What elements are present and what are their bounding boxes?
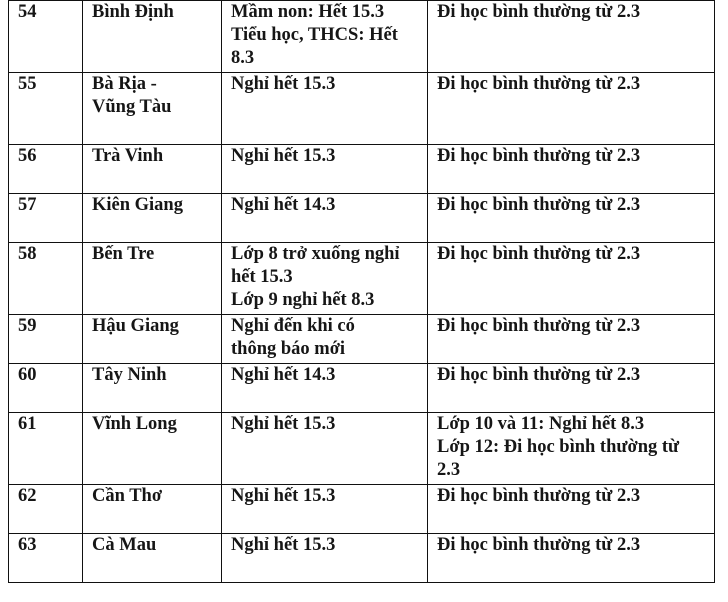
row-number: 54 bbox=[18, 2, 37, 22]
table-row bbox=[9, 73, 715, 145]
province-cell bbox=[83, 364, 222, 413]
upper-school-cell bbox=[428, 1, 715, 73]
lower-school-cell bbox=[222, 534, 428, 583]
province-name: Vĩnh Long bbox=[92, 414, 177, 434]
table-row bbox=[9, 534, 715, 583]
lower-school-text: Mầm non: Hết 15.3 bbox=[231, 2, 385, 22]
school-closure-table bbox=[8, 0, 715, 583]
row-number-cell bbox=[9, 73, 83, 145]
row-number-cell bbox=[9, 534, 83, 583]
row-number: 59 bbox=[18, 316, 37, 336]
lower-school-cell bbox=[222, 145, 428, 194]
table-row bbox=[9, 413, 715, 485]
province-name: Bình Định bbox=[92, 2, 174, 22]
row-number-cell bbox=[9, 145, 83, 194]
row-number-cell bbox=[9, 364, 83, 413]
province-cell bbox=[83, 534, 222, 583]
lower-school-text: Nghỉ hết 14.3 bbox=[231, 195, 336, 215]
province-name: Bến Tre bbox=[92, 244, 155, 264]
table-row bbox=[9, 1, 715, 73]
upper-school-cell bbox=[428, 73, 715, 145]
province-name: Trà Vinh bbox=[92, 146, 164, 166]
lower-school-cell bbox=[222, 73, 428, 145]
lower-school-text: thông báo mới bbox=[231, 339, 346, 359]
lower-school-text: Nghỉ hết 15.3 bbox=[231, 486, 336, 506]
lower-school-text: hết 15.3 bbox=[231, 267, 293, 287]
province-name: Tây Ninh bbox=[92, 365, 167, 385]
row-number-cell bbox=[9, 315, 83, 364]
lower-school-text: Nghỉ hết 15.3 bbox=[231, 74, 336, 94]
row-number: 61 bbox=[18, 414, 37, 434]
province-cell bbox=[83, 315, 222, 364]
table-row bbox=[9, 364, 715, 413]
upper-school-cell bbox=[428, 364, 715, 413]
lower-school-text: Nghỉ hết 15.3 bbox=[231, 146, 336, 166]
upper-school-text: Đi học bình thường từ 2.3 bbox=[437, 146, 641, 166]
lower-school-cell bbox=[222, 243, 428, 315]
upper-school-cell bbox=[428, 413, 715, 485]
province-cell bbox=[83, 145, 222, 194]
province-name: Cà Mau bbox=[92, 535, 157, 555]
lower-school-cell bbox=[222, 315, 428, 364]
table-row bbox=[9, 194, 715, 243]
row-number: 58 bbox=[18, 244, 37, 264]
upper-school-text: Đi học bình thường từ 2.3 bbox=[437, 2, 641, 22]
table-row bbox=[9, 243, 715, 315]
lower-school-text: Tiểu học, THCS: Hết bbox=[231, 25, 398, 45]
lower-school-text: Lớp 8 trở xuống nghỉ bbox=[231, 244, 400, 264]
upper-school-text: Đi học bình thường từ 2.3 bbox=[437, 74, 641, 94]
upper-school-text: Lớp 12: Đi học bình thường từ bbox=[437, 437, 680, 457]
province-cell bbox=[83, 1, 222, 73]
row-number: 56 bbox=[18, 146, 37, 166]
upper-school-cell bbox=[428, 315, 715, 364]
upper-school-text: 2.3 bbox=[437, 460, 461, 480]
row-number-cell bbox=[9, 243, 83, 315]
lower-school-cell bbox=[222, 485, 428, 534]
province-cell bbox=[83, 73, 222, 145]
lower-school-cell bbox=[222, 194, 428, 243]
province-cell bbox=[83, 485, 222, 534]
upper-school-cell bbox=[428, 145, 715, 194]
row-number: 63 bbox=[18, 535, 37, 555]
upper-school-cell bbox=[428, 243, 715, 315]
row-number: 62 bbox=[18, 486, 37, 506]
lower-school-cell bbox=[222, 364, 428, 413]
table-row bbox=[9, 315, 715, 364]
upper-school-text: Lớp 10 và 11: Nghỉ hết 8.3 bbox=[437, 414, 645, 434]
upper-school-text: Đi học bình thường từ 2.3 bbox=[437, 365, 641, 385]
upper-school-text: Đi học bình thường từ 2.3 bbox=[437, 244, 641, 264]
province-cell bbox=[83, 243, 222, 315]
lower-school-text: Nghỉ đến khi có bbox=[231, 316, 355, 336]
province-name: Hậu Giang bbox=[92, 316, 179, 336]
lower-school-text: Nghỉ hết 15.3 bbox=[231, 414, 336, 434]
province-cell bbox=[83, 413, 222, 485]
lower-school-cell bbox=[222, 1, 428, 73]
upper-school-cell bbox=[428, 485, 715, 534]
row-number: 60 bbox=[18, 365, 37, 385]
row-number: 55 bbox=[18, 74, 37, 94]
school-closure-table-image bbox=[8, 0, 715, 583]
lower-school-text: 8.3 bbox=[231, 48, 255, 68]
province-name: Vũng Tàu bbox=[92, 97, 172, 117]
lower-school-cell bbox=[222, 413, 428, 485]
upper-school-text: Đi học bình thường từ 2.3 bbox=[437, 535, 641, 555]
lower-school-text: Nghỉ hết 15.3 bbox=[231, 535, 336, 555]
upper-school-cell bbox=[428, 194, 715, 243]
province-name: Kiên Giang bbox=[92, 195, 183, 215]
lower-school-text: Nghỉ hết 14.3 bbox=[231, 365, 336, 385]
row-number-cell bbox=[9, 194, 83, 243]
province-name: Bà Rịa - bbox=[92, 74, 157, 94]
upper-school-text: Đi học bình thường từ 2.3 bbox=[437, 195, 641, 215]
row-number-cell bbox=[9, 1, 83, 73]
table-row bbox=[9, 485, 715, 534]
row-number-cell bbox=[9, 413, 83, 485]
lower-school-text: Lớp 9 nghỉ hết 8.3 bbox=[231, 290, 375, 310]
table-row bbox=[9, 145, 715, 194]
province-name: Cần Thơ bbox=[92, 486, 163, 506]
row-number: 57 bbox=[18, 195, 37, 215]
province-cell bbox=[83, 194, 222, 243]
upper-school-cell bbox=[428, 534, 715, 583]
upper-school-text: Đi học bình thường từ 2.3 bbox=[437, 486, 641, 506]
row-number-cell bbox=[9, 485, 83, 534]
upper-school-text: Đi học bình thường từ 2.3 bbox=[437, 316, 641, 336]
